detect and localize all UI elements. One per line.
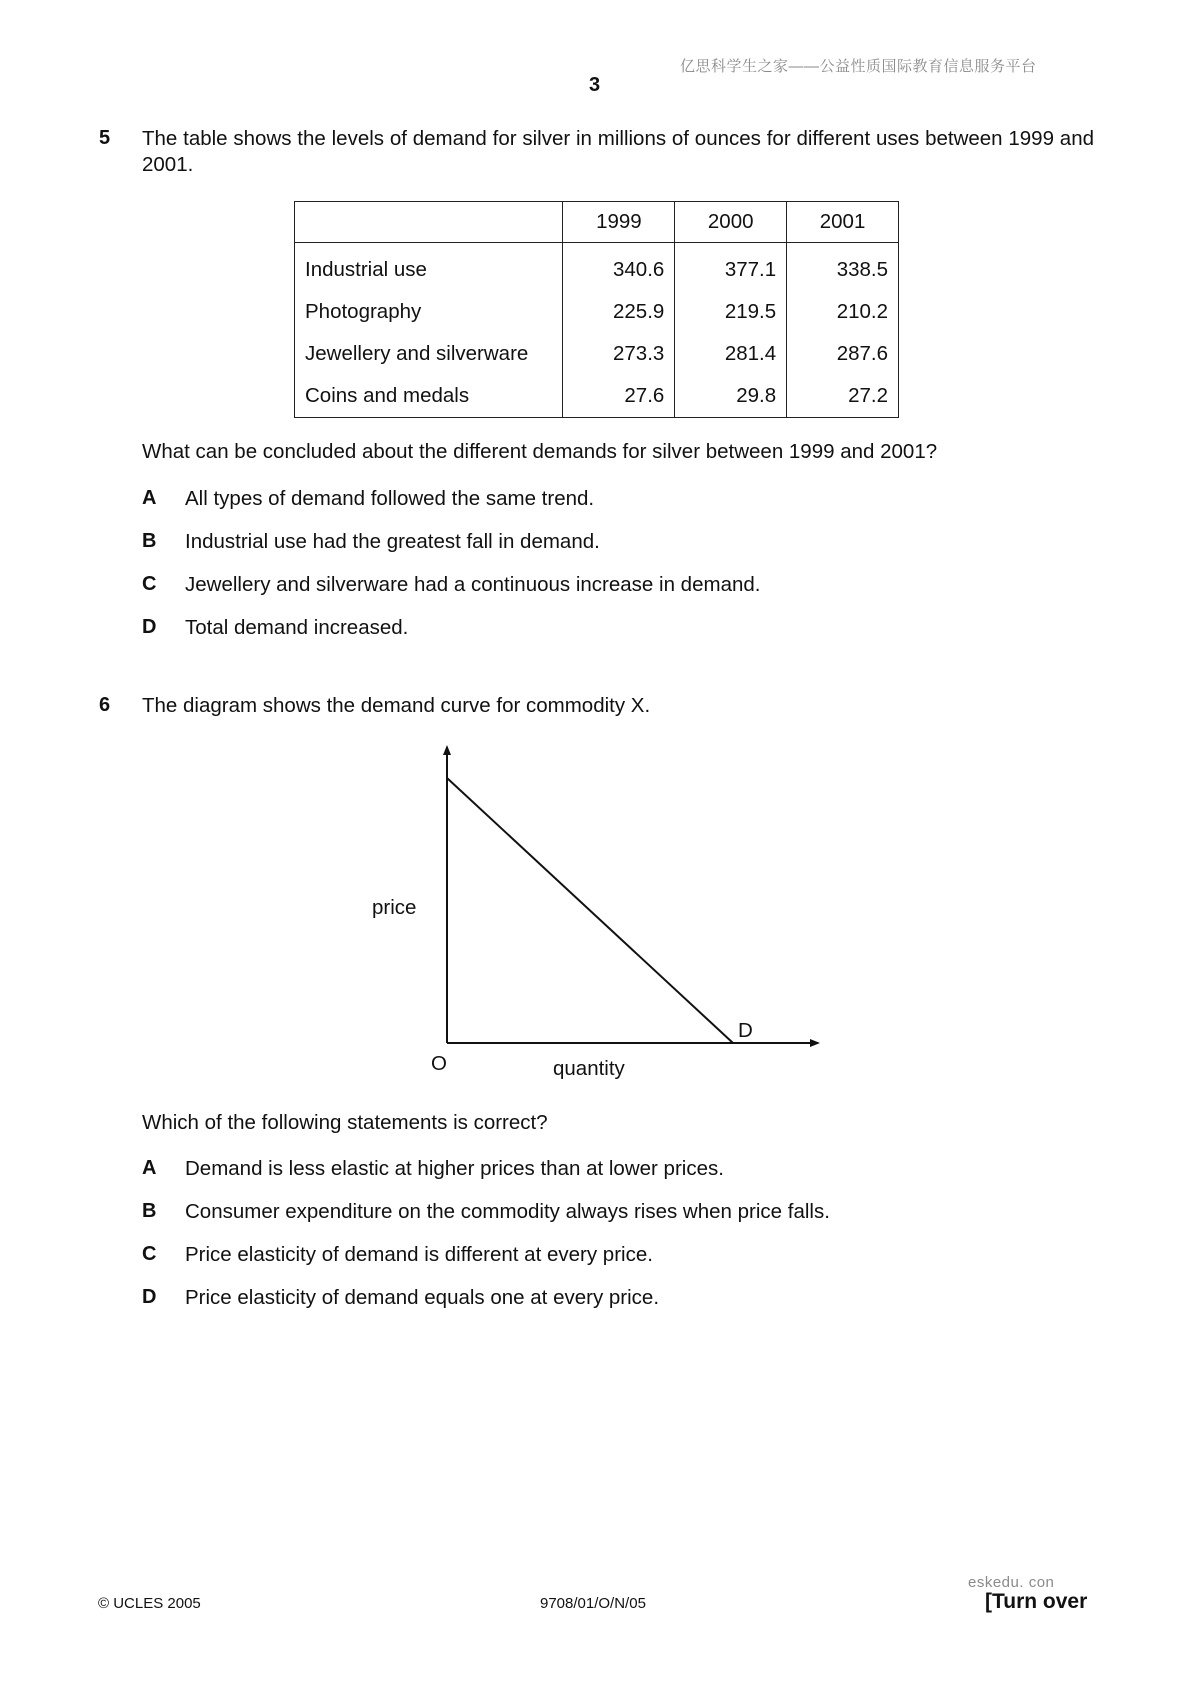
demand-curve-label: D — [738, 1019, 753, 1042]
option-letter: B — [142, 1200, 157, 1222]
question-5-stem: The table shows the levels of demand for silver in millions of ounces for different uses between 1999 and 2001. — [142, 127, 1094, 176]
option-text: Price elasticity of demand is different at every price. — [185, 1243, 653, 1266]
table-cell: 338.5 — [787, 243, 899, 292]
table-cell: 225.9 — [563, 291, 675, 333]
demand-curve-line — [447, 778, 733, 1043]
option-text: Demand is less elastic at higher prices than at lower prices. — [185, 1157, 724, 1180]
row-label: Photography — [295, 291, 563, 333]
table-cell: 377.1 — [675, 243, 787, 292]
option-text: Price elasticity of demand equals one at every price. — [185, 1286, 660, 1309]
option-letter: B — [142, 530, 157, 552]
row-label: Industrial use — [295, 243, 563, 292]
header-watermark: 亿思科学生之家——公益性质国际教育信息服务平台 — [680, 58, 1037, 75]
table-cell: 27.6 — [563, 375, 675, 418]
option-letter: D — [142, 1286, 157, 1308]
footer-copyright: © UCLES 2005 — [98, 1595, 201, 1612]
option-text: Consumer expenditure on the commodity always rises when price falls. — [185, 1200, 830, 1223]
question-6-stem: The diagram shows the demand curve for commodity X. — [142, 694, 651, 717]
question-6-prompt: Which of the following statements is correct? — [142, 1111, 548, 1134]
option-text: All types of demand followed the same trend. — [185, 487, 595, 510]
row-label: Coins and medals — [295, 375, 563, 418]
table-cell: 281.4 — [675, 333, 787, 375]
table-cell: 27.2 — [787, 375, 899, 418]
row-label: Jewellery and silverware — [295, 333, 563, 375]
page-number: 3 — [589, 74, 601, 96]
table-header-cell: 2000 — [675, 202, 787, 243]
table-cell: 340.6 — [563, 243, 675, 292]
question-5-number: 5 — [99, 127, 111, 149]
table-header-cell: 2001 — [787, 202, 899, 243]
footer-watermark: eskedu. con — [968, 1574, 1055, 1591]
quantity-axis-label: quantity — [553, 1057, 625, 1080]
table-cell: 287.6 — [787, 333, 899, 375]
table-cell: 273.3 — [563, 333, 675, 375]
question-5-prompt: What can be concluded about the different demands for silver between 1999 and 2001? — [142, 440, 938, 463]
table-cell: 29.8 — [675, 375, 787, 418]
option-letter: A — [142, 1157, 157, 1179]
option-text: Jewellery and silverware had a continuous increase in demand. — [185, 573, 761, 596]
table-cell: 219.5 — [675, 291, 787, 333]
option-letter: D — [142, 616, 157, 638]
origin-label: O — [431, 1052, 447, 1075]
table-header-cell: 1999 — [563, 202, 675, 243]
option-text: Total demand increased. — [185, 616, 409, 639]
option-letter: C — [142, 573, 157, 595]
footer-paper-code: 9708/01/O/N/05 — [540, 1595, 646, 1612]
table-cell: 210.2 — [787, 291, 899, 333]
price-axis-label: price — [372, 896, 417, 919]
turn-over-label: [Turn over — [985, 1590, 1088, 1613]
option-letter: C — [142, 1243, 157, 1265]
question-6-number: 6 — [99, 694, 111, 716]
option-letter: A — [142, 487, 157, 509]
option-text: Industrial use had the greatest fall in demand. — [185, 530, 600, 553]
